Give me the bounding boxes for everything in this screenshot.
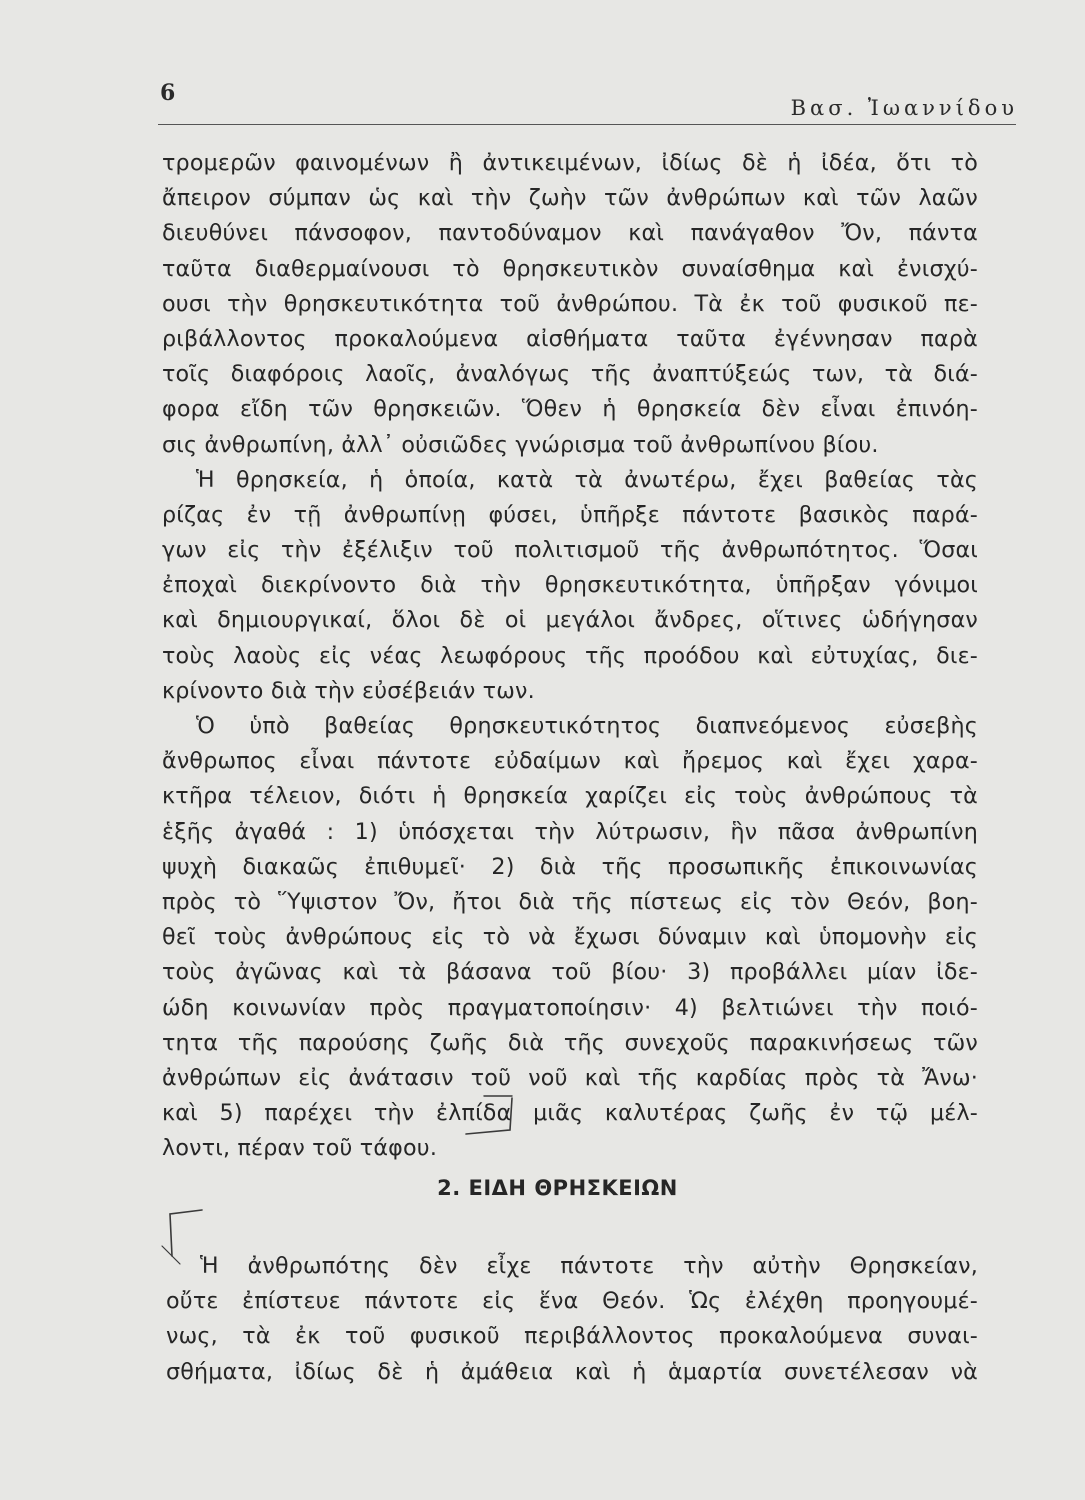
text-line: τρομερῶν φαινομένων ἢ ἀντικειμένων, ἰδίως δὲ ἡ ἰδέα, ὅτι τὸ <box>162 150 978 176</box>
text-line: σθήματα, ἰδίως δὲ ἡ ἀμάθεια καὶ ἡ ἁμαρτία συνετέλεσαν νὰ <box>166 1358 978 1385</box>
text-line: φορα εἴδη τῶν θρησκειῶν. Ὅθεν ἡ θρησκεία δὲν εἶναι ἐπινόη- <box>162 396 978 423</box>
text-line: ἄπειρον σύμπαν ὡς καὶ τὴν ζωὴν τῶν ἀνθρώπων καὶ τῶν λαῶν <box>162 185 978 212</box>
text-line: Ἡ θρησκεία, ἡ ὁποία, κατὰ τὰ ἀνωτέρω, ἔχει βαθείας τὰς <box>196 466 978 493</box>
paragraph-1 <box>162 146 978 463</box>
text-line: νως, τὰ ἐκ τοῦ φυσικοῦ περιβάλλοντος προκαλούμενα συναι- <box>166 1323 978 1350</box>
text-line: ἄνθρωπος εἶναι πάντοτε εὐδαίμων καὶ ἤρεμος καὶ ἔχει χαρα- <box>162 748 978 775</box>
text-line: σις ἀνθρωπίνη, ἀλλ᾽ οὐσιῶδες γνώρισμα τοῦ ἀνθρωπίνου βίου. <box>162 431 879 458</box>
body-text <box>162 146 978 1166</box>
text-line: καὶ 5) παρέχει τὴν ἐλπίδα μιᾶς καλυτέρας ζωῆς ἐν τῷ μέλ- <box>162 1100 978 1127</box>
text-line: διευθύνει πάνσοφον, παντοδύναμον καὶ πανάγαθον Ὄν, πάντα <box>162 220 978 247</box>
text-line: καὶ δημιουργικαί, ὅλοι δὲ οἱ μεγάλοι ἄνδρες, οἵτινες ὡδήγησαν <box>162 607 978 634</box>
text-line: ἐποχαὶ διεκρίνοντο διὰ τὴν θρησκευτικότητα, ὑπῆρξαν γόνιμοι <box>162 572 978 599</box>
text-line: ριβάλλοντος προκαλούμενα αἰσθήματα ταῦτα ἐγέννησαν παρὰ <box>162 325 978 352</box>
text-line: τητα τῆς παρούσης ζωῆς διὰ τῆς συνεχοῦς παρακινήσεως τῶν <box>162 1029 978 1056</box>
section-heading: 2. ΕΙΔΗ ΘΡΗΣΚΕΙΩΝ <box>437 1176 678 1200</box>
text-line: τοὺς ἀγῶνας καὶ τὰ βάσανα τοῦ βίου· 3) προβάλλει μίαν ἰδε- <box>162 959 978 986</box>
text-line: ψυχὴ διακαῶς ἐπιθυμεῖ· 2) διὰ τῆς προσωπικῆς ἐπικοινωνίας <box>162 853 978 880</box>
text-line: Ἡ ἀνθρωπότης δὲν εἶχε πάντοτε τὴν αὐτὴν Θρησκείαν, <box>200 1253 978 1279</box>
text-line: Ὁ ὑπὸ βαθείας θρησκευτικότητος διαπνεόμενος εὐσεβὴς <box>196 713 978 739</box>
header-rule <box>158 124 1016 125</box>
text-line: κτῆρα τέλειον, διότι ἡ θρησκεία χαρίζει εἰς τοὺς ἀνθρώπους τὰ <box>162 783 978 810</box>
text-line: οὔτε ἐπίστευε πάντοτε εἰς ἕνα Θεόν. Ὡς ἐλέχθη προηγουμέ- <box>166 1288 978 1315</box>
text-line: λοντι, πέραν τοῦ τάφου. <box>162 1135 438 1162</box>
text-line: πρὸς τὸ Ὕψιστον Ὄν, ἤτοι διὰ τῆς πίστεως εἰς τὸν Θεόν, βοη- <box>162 888 978 915</box>
text-line: ἀνθρώπων εἰς ἀνάτασιν τοῦ νοῦ καὶ τῆς καρδίας πρὸς τὰ Ἄνω· <box>162 1064 978 1091</box>
text-line: κρίνοντο διὰ τὴν εὐσέβειάν των. <box>162 677 535 704</box>
running-head: Βασ. Ἰωαννίδου <box>790 96 1018 120</box>
page-number: 6 <box>160 80 176 106</box>
text-line: ουσι τὴν θρησκευτικότητα τοῦ ἀνθρώπου. Τὰ ἐκ τοῦ φυσικοῦ πε- <box>162 290 978 317</box>
text-line: ρίζας ἐν τῇ ἀνθρωπίνῃ φύσει, ὑπῆρξε πάντοτε βασικὸς παρά- <box>162 501 978 528</box>
text-line: ώδη κοινωνίαν πρὸς πραγματοποίησιν· 4) βελτιώνει τὴν ποιό- <box>162 994 978 1021</box>
text-line: τοῖς διαφόροις λαοῖς, ἀναλόγως τῆς ἀναπτύξεώς των, τὰ διά- <box>162 361 978 388</box>
section-body-text <box>166 1249 978 1390</box>
text-line: γων εἰς τὴν ἐξέλιξιν τοῦ πολιτισμοῦ τῆς ἀνθρωπότητος. Ὅσαι <box>162 537 978 564</box>
paragraph-2 <box>162 463 978 709</box>
text-line: τοὺς λαοὺς εἰς νέας λεωφόρους τῆς προόδου καὶ εὐτυχίας, διε- <box>162 642 978 669</box>
text-line: θεῖ τοὺς ἀνθρώπους εἰς τὸ νὰ ἔχωσι δύναμιν καὶ ὑπομονὴν εἰς <box>162 924 978 951</box>
page-header <box>158 74 1018 126</box>
paragraph-3 <box>162 709 978 1166</box>
text-line: ταῦτα διαθερμαίνουσι τὸ θρησκευτικὸν συναίσθημα καὶ ἐνισχύ- <box>162 255 978 282</box>
text-line: ἑξῆς ἀγαθά : 1) ὑπόσχεται τὴν λύτρωσιν, ἣν πᾶσα ἀνθρωπίνη <box>162 818 978 845</box>
